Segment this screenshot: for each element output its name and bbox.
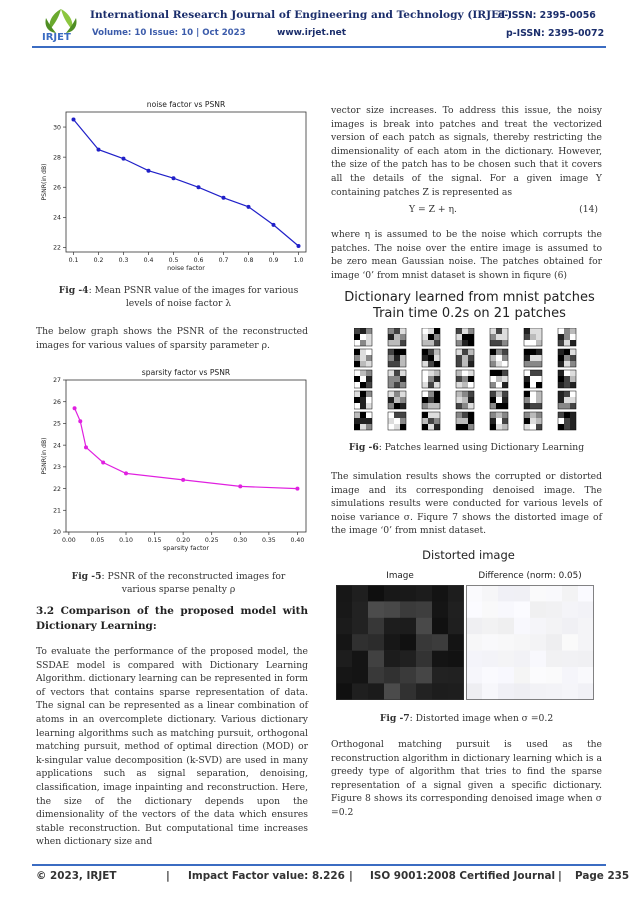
fig6-caption-label: Fig -6 xyxy=(348,442,379,453)
difference-pixel xyxy=(530,618,546,635)
x-tick-label: 0.15 xyxy=(147,537,162,544)
x-tick-label: 0.35 xyxy=(261,537,276,544)
distorted-pixel xyxy=(384,601,400,618)
difference-pixel xyxy=(466,585,482,602)
difference-pixel xyxy=(498,651,514,668)
pissn: p-ISSN: 2395-0072 xyxy=(506,28,605,39)
x-axis-label: noise factor xyxy=(167,264,205,272)
difference-pixel xyxy=(562,618,578,635)
dictionary-patch xyxy=(388,328,406,346)
footer-iso: ISO 9001:2008 Certified Journal xyxy=(370,870,556,882)
difference-pixel xyxy=(578,683,594,700)
fig7-title: Distorted image xyxy=(422,548,515,562)
dictionary-patch xyxy=(558,391,576,409)
distorted-pixel xyxy=(400,651,416,668)
distorted-pixel xyxy=(368,618,384,635)
distorted-pixel xyxy=(368,585,384,602)
difference-pixel xyxy=(482,651,498,668)
distorted-pixel xyxy=(400,601,416,618)
dictionary-patch xyxy=(456,349,474,367)
distorted-pixel xyxy=(416,683,432,700)
footer-separator: | xyxy=(349,870,353,882)
difference-pixel xyxy=(562,634,578,651)
distorted-pixel xyxy=(432,634,448,651)
irjet-logo-text: IRJET xyxy=(42,32,71,43)
x-axis-label: sparsity factor xyxy=(162,544,210,552)
dictionary-patch xyxy=(558,370,576,388)
plot-frame xyxy=(66,380,306,532)
dictionary-patch xyxy=(422,328,440,346)
distorted-pixel xyxy=(352,634,368,651)
y-tick-label: 25 xyxy=(53,420,61,428)
fig7-distorted-figure xyxy=(331,548,606,708)
header-divider xyxy=(32,46,606,48)
y-tick-label: 28 xyxy=(53,154,61,162)
difference-pixel xyxy=(498,634,514,651)
x-tick-label: 0.9 xyxy=(268,257,279,264)
distorted-pixel xyxy=(384,634,400,651)
distorted-pixel xyxy=(416,667,432,684)
dictionary-patch xyxy=(456,391,474,409)
distorted-pixel xyxy=(368,601,384,618)
dictionary-patch xyxy=(456,412,474,430)
x-tick-label: 0.8 xyxy=(243,257,254,264)
series-line xyxy=(74,120,299,247)
distorted-pixel xyxy=(384,651,400,668)
difference-pixel xyxy=(482,585,498,602)
dictionary-patch xyxy=(490,328,508,346)
x-tick-label: 0.40 xyxy=(290,537,305,544)
distorted-pixel xyxy=(448,667,464,684)
difference-pixel xyxy=(578,634,594,651)
distorted-pixel xyxy=(400,618,416,635)
difference-pixel xyxy=(562,667,578,684)
line-chart-svg xyxy=(36,100,316,275)
x-tick-label: 0.20 xyxy=(176,537,191,544)
difference-pixel xyxy=(562,601,578,618)
y-tick-label: 24 xyxy=(53,214,61,222)
fig4-chart xyxy=(36,100,316,275)
x-tick-label: 0.6 xyxy=(193,257,204,264)
distorted-pixel xyxy=(368,683,384,700)
journal-title: International Research Journal of Engineering and Technology (IRJET) xyxy=(90,9,513,21)
y-tick-label: 24 xyxy=(53,442,61,450)
difference-pixel xyxy=(498,585,514,602)
y-tick-label: 23 xyxy=(53,464,61,472)
x-tick-label: 0.2 xyxy=(93,257,104,264)
distorted-pixel xyxy=(416,585,432,602)
dictionary-patches-grid xyxy=(354,328,594,436)
distorted-pixel xyxy=(336,634,352,651)
y-axis-label: PSNR(in dB) xyxy=(41,437,48,475)
plot-frame xyxy=(66,112,306,252)
dictionary-patch xyxy=(490,370,508,388)
difference-pixel xyxy=(514,585,530,602)
distorted-pixel xyxy=(352,585,368,602)
difference-pixel xyxy=(546,618,562,635)
distorted-pixel xyxy=(368,651,384,668)
dictionary-patch xyxy=(524,412,542,430)
distorted-pixel xyxy=(336,651,352,668)
data-point xyxy=(101,461,105,465)
distorted-pixel xyxy=(384,618,400,635)
dictionary-patch xyxy=(524,370,542,388)
dictionary-patch xyxy=(456,370,474,388)
difference-pixel xyxy=(562,651,578,668)
difference-pixel xyxy=(466,618,482,635)
difference-pixel xyxy=(546,585,562,602)
difference-pixel xyxy=(578,651,594,668)
dictionary-patch xyxy=(422,412,440,430)
data-point xyxy=(97,148,101,152)
x-tick-label: 0.1 xyxy=(68,257,79,264)
difference-pixel xyxy=(546,601,562,618)
equation-text: Y = Z + η. xyxy=(409,204,457,215)
data-point xyxy=(172,176,176,180)
line-chart-svg xyxy=(36,368,316,558)
x-tick-label: 0.30 xyxy=(233,537,248,544)
x-tick-label: 0.00 xyxy=(61,537,76,544)
section-heading: 3.2 Comparison of the proposed model with Dictionary Learning: xyxy=(36,605,308,632)
footer-impact-factor: Impact Factor value: 8.226 xyxy=(188,870,345,882)
distorted-pixel xyxy=(432,601,448,618)
footer-divider xyxy=(32,864,606,866)
difference-pixel xyxy=(514,601,530,618)
distorted-pixel xyxy=(352,667,368,684)
distorted-pixel xyxy=(352,683,368,700)
distorted-pixel xyxy=(432,651,448,668)
x-tick-label: 0.3 xyxy=(118,257,129,264)
distorted-pixel xyxy=(448,683,464,700)
difference-pixel xyxy=(530,667,546,684)
difference-pixel xyxy=(514,667,530,684)
difference-pixel xyxy=(514,683,530,700)
y-axis-label: PSNR(in dB) xyxy=(41,163,48,201)
y-tick-label: 26 xyxy=(53,398,61,406)
dictionary-patch xyxy=(354,412,372,430)
difference-image xyxy=(466,585,594,700)
distorted-pixel xyxy=(336,585,352,602)
difference-pixel xyxy=(530,651,546,668)
fig6-title-line2: Train time 0.2s on 21 patches xyxy=(373,306,566,321)
distorted-pixel xyxy=(400,585,416,602)
distorted-pixel xyxy=(400,634,416,651)
distorted-pixel xyxy=(448,634,464,651)
dictionary-patch xyxy=(524,328,542,346)
difference-pixel xyxy=(530,585,546,602)
difference-pixel xyxy=(562,585,578,602)
dictionary-patch xyxy=(422,349,440,367)
difference-pixel xyxy=(482,683,498,700)
dictionary-patch xyxy=(558,328,576,346)
fig6-dictionary-figure xyxy=(332,290,607,430)
distorted-pixel xyxy=(448,618,464,635)
dictionary-patch xyxy=(422,391,440,409)
fig5-caption-text: : PSNR of the reconstructed images for various sparse penalty ρ xyxy=(101,571,286,596)
dictionary-patch xyxy=(388,370,406,388)
difference-pixel xyxy=(498,683,514,700)
data-point xyxy=(147,169,151,173)
distorted-pixel xyxy=(448,651,464,668)
dictionary-patch xyxy=(388,412,406,430)
irjet-logo xyxy=(36,6,86,44)
eissn: e-ISSN: 2395-0056 xyxy=(498,10,596,21)
difference-pixel xyxy=(546,651,562,668)
chart-title: noise factor vs PSNR xyxy=(146,100,226,109)
difference-pixel xyxy=(498,667,514,684)
difference-pixel xyxy=(482,618,498,635)
y-tick-label: 21 xyxy=(53,507,61,515)
dictionary-patch xyxy=(422,370,440,388)
difference-pixel xyxy=(466,683,482,700)
data-point xyxy=(247,205,251,209)
data-point xyxy=(122,157,126,161)
difference-pixel xyxy=(562,683,578,700)
dictionary-patch xyxy=(388,391,406,409)
fig6-title-line1: Dictionary learned from mnist patches xyxy=(344,290,595,305)
distorted-pixel xyxy=(352,651,368,668)
difference-pixel xyxy=(578,585,594,602)
difference-pixel xyxy=(530,683,546,700)
fig4-caption-text: : Mean PSNR value of the images for various levels of noise factor λ xyxy=(88,285,299,310)
dictionary-patch xyxy=(490,391,508,409)
difference-pixel xyxy=(498,618,514,635)
distorted-pixel xyxy=(432,585,448,602)
y-tick-label: 22 xyxy=(53,244,61,252)
equation-number: (14) xyxy=(579,204,598,215)
data-point xyxy=(238,484,242,488)
x-tick-label: 0.25 xyxy=(204,537,219,544)
footer-separator: | xyxy=(558,870,562,882)
distorted-digit-image xyxy=(336,585,464,700)
fig6-caption xyxy=(331,441,602,454)
dictionary-patch xyxy=(354,391,372,409)
data-point xyxy=(272,223,276,227)
dictionary-patch xyxy=(388,349,406,367)
difference-pixel xyxy=(546,667,562,684)
distorted-pixel xyxy=(416,651,432,668)
volume-issue: Volume: 10 Issue: 10 | Oct 2023 xyxy=(92,28,246,38)
difference-pixel xyxy=(514,651,530,668)
dictionary-patch xyxy=(558,412,576,430)
fig4-caption-label: Fig -4 xyxy=(58,285,89,296)
simulation-paragraph: The simulation results shows the corrupted or distorted image and its corresponding denoised image. The simulations results were conducted for various levels of noise variance σ. Fiqure 7 shows the distorted image of the image ‘0’ from mnist dataset. xyxy=(331,471,602,537)
dictionary-patch xyxy=(354,370,372,388)
difference-pixel xyxy=(466,651,482,668)
x-tick-label: 0.05 xyxy=(90,537,105,544)
data-point xyxy=(78,419,82,423)
fig7-caption-text: : Distorted image when σ =0.2 xyxy=(409,713,554,724)
omp-paragraph: Orthogonal matching pursuit is used as the reconstruction algorithm in dictionary learning which is a greedy type of algorithm that tries to find the sparse representation of a signal given a specific dictionary. Figure 8 shows its corresponding denoised image when σ =0.2 xyxy=(331,739,602,818)
data-point xyxy=(222,196,226,200)
difference-pixel xyxy=(546,683,562,700)
difference-pixel xyxy=(546,634,562,651)
dictionary-patch xyxy=(354,349,372,367)
distorted-pixel xyxy=(336,601,352,618)
distorted-pixel xyxy=(336,683,352,700)
distorted-pixel xyxy=(448,601,464,618)
noise-paragraph: where η is assumed to be the noise which corrupts the patches. The noise over the entire image is assumed to be zero mean Gaussian noise. The patches obtained for image ‘0’ from mnist dataset is shown in fiqure (6) xyxy=(331,229,602,281)
footer-copyright: © 2023, IRJET xyxy=(36,870,117,882)
distorted-pixel xyxy=(432,683,448,700)
data-point xyxy=(295,487,299,491)
journal-website-link[interactable]: www.irjet.net xyxy=(277,28,347,38)
data-point xyxy=(84,445,88,449)
x-tick-label: 0.7 xyxy=(218,257,229,264)
difference-pixel xyxy=(514,634,530,651)
distorted-pixel xyxy=(448,585,464,602)
distorted-pixel xyxy=(384,667,400,684)
difference-pixel xyxy=(466,667,482,684)
x-tick-label: 1.0 xyxy=(293,257,304,264)
fig7-caption xyxy=(331,712,602,725)
difference-pixel xyxy=(530,601,546,618)
y-tick-label: 27 xyxy=(53,377,61,385)
y-tick-label: 20 xyxy=(53,529,61,537)
difference-pixel xyxy=(514,618,530,635)
distorted-pixel xyxy=(416,618,432,635)
distorted-pixel xyxy=(352,601,368,618)
distorted-pixel xyxy=(432,667,448,684)
dictionary-patch xyxy=(558,349,576,367)
x-tick-label: 0.5 xyxy=(168,257,179,264)
fig7-left-label: Image xyxy=(386,571,414,581)
fig7-caption-label: Fig -7 xyxy=(379,713,410,724)
distorted-pixel xyxy=(368,634,384,651)
footer-page-number: Page 235 xyxy=(575,870,630,882)
difference-pixel xyxy=(466,634,482,651)
difference-pixel xyxy=(482,667,498,684)
distorted-pixel xyxy=(352,618,368,635)
difference-pixel xyxy=(482,601,498,618)
difference-pixel xyxy=(578,667,594,684)
distorted-pixel xyxy=(384,683,400,700)
distorted-pixel xyxy=(432,618,448,635)
data-point xyxy=(124,471,128,475)
series-line xyxy=(75,408,298,488)
data-point xyxy=(297,244,301,248)
dictionary-patch xyxy=(354,328,372,346)
dictionary-learning-paragraph: To evaluate the performance of the proposed model, the SSDAE model is compared with Dictionary Learning Algorithm. dictionary learning can be represented in form of vectors that contains sparse representation of data. The signal can be represented as a linear combination of atoms in an overcomplete dictionary. Various dictionary learning algorithms such as matching pursuit, orthogonal matching pursuit, method of optimal direction (MOD) or k-singular value decomposition (k-SVD) are used in many applications such as signal separation, denoising, classification, image inpainting and reconstruction. Here, the size of the dictionary depends upon the dimensionality of the vectors of the data which ensures stable reconstruction. But computational time increases when dictionary size and xyxy=(36,646,308,848)
distorted-pixel xyxy=(336,618,352,635)
dictionary-patch xyxy=(456,328,474,346)
fig4-caption xyxy=(56,284,301,311)
difference-pixel xyxy=(578,618,594,635)
difference-pixel xyxy=(578,601,594,618)
equation-14 xyxy=(331,204,602,218)
fig5-caption-label: Fig -5 xyxy=(71,571,102,582)
dictionary-patch xyxy=(490,349,508,367)
graph-intro-text: The below graph shows the PSNR of the reconstructed images for various values of sparsity parameter ρ. xyxy=(36,326,308,351)
distorted-pixel xyxy=(368,667,384,684)
x-tick-label: 0.10 xyxy=(119,537,133,544)
data-point xyxy=(181,478,185,482)
x-tick-label: 0.4 xyxy=(143,257,154,264)
difference-pixel xyxy=(530,634,546,651)
fig5-caption xyxy=(56,570,301,597)
difference-pixel xyxy=(466,601,482,618)
footer-separator: | xyxy=(166,870,170,882)
distorted-pixel xyxy=(416,601,432,618)
dictionary-patch xyxy=(490,412,508,430)
chart-title: sparsity factor vs PSNR xyxy=(141,368,231,377)
patches-paragraph: vector size increases. To address this issue, the noisy images is break into patches and treat the vectorized version of each patch as signals, thereby restricting the dimensionality of each atom in the dictionary. However, the size of the patch has to be chosen such that it covers all the details of the signal. For a given image Y containing patches Z is represented as xyxy=(331,105,602,198)
y-tick-label: 22 xyxy=(53,485,61,493)
y-tick-label: 26 xyxy=(53,184,61,192)
difference-pixel xyxy=(498,601,514,618)
difference-pixel xyxy=(482,634,498,651)
data-point xyxy=(197,185,201,189)
fig5-chart xyxy=(36,368,316,558)
distorted-pixel xyxy=(416,634,432,651)
distorted-pixel xyxy=(400,667,416,684)
distorted-pixel xyxy=(336,667,352,684)
dictionary-patch xyxy=(524,349,542,367)
distorted-pixel xyxy=(384,585,400,602)
fig6-caption-text: : Patches learned using Dictionary Learning xyxy=(378,442,585,453)
distorted-pixel xyxy=(400,683,416,700)
y-tick-label: 30 xyxy=(53,124,61,132)
data-point xyxy=(73,406,77,410)
dictionary-patch xyxy=(524,391,542,409)
fig7-right-label: Difference (norm: 0.05) xyxy=(478,571,582,581)
data-point xyxy=(72,118,76,122)
